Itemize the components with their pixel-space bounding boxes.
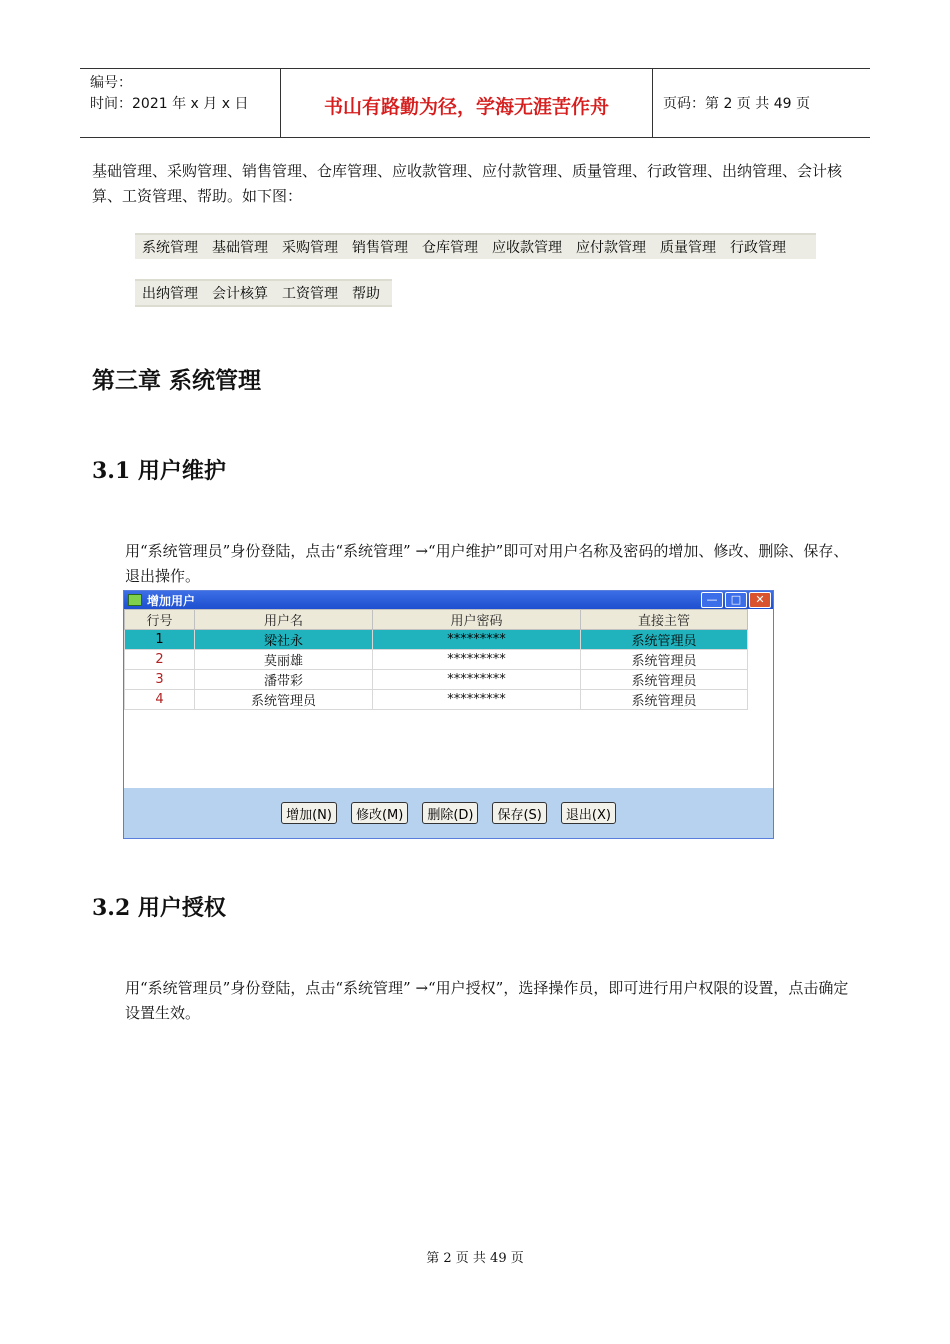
document-header xyxy=(80,68,870,138)
section-3-2-title: 3.2 用户授权 xyxy=(92,895,226,921)
column-header[interactable]: 用户名 xyxy=(195,610,373,630)
menu-item[interactable]: 采购管理 xyxy=(282,240,338,256)
close-icon[interactable]: ✕ xyxy=(749,592,771,608)
menu-item[interactable]: 销售管理 xyxy=(352,240,408,256)
row-number: 2 xyxy=(125,650,195,670)
menu-bar-row-1 xyxy=(135,233,816,259)
section-3-1-title: 3.1 用户维护 xyxy=(92,458,226,484)
section-3-2-text: 用“系统管理员”身份登陆，点击“系统管理” →“用户授权”，选择操作员，即可进行用户权限的设置，点击确定设置生效。 xyxy=(125,979,849,1022)
password-cell[interactable]: ********* xyxy=(373,670,581,690)
column-header[interactable]: 行号 xyxy=(125,610,195,630)
menu-item[interactable]: 行政管理 xyxy=(730,240,786,256)
section-3-1-text: 用“系统管理员”身份登陆，点击“系统管理” →“用户维护”即可对用户名称及密码的增加、修改、删除、保存、退出操作。 xyxy=(125,542,849,585)
add-user-dialog xyxy=(123,590,774,839)
menu-item[interactable]: 工资管理 xyxy=(282,286,338,302)
menu-item[interactable]: 基础管理 xyxy=(212,240,268,256)
menu-item[interactable]: 仓库管理 xyxy=(422,240,478,256)
app-icon xyxy=(128,594,142,606)
password-cell[interactable]: ********* xyxy=(373,690,581,710)
user-name-cell[interactable]: 莫丽雄 xyxy=(195,650,373,670)
delete-button[interactable]: 删除(D) xyxy=(422,802,478,824)
header-page-info: 页码：第 2 页 共 49 页 xyxy=(663,96,810,112)
table-header-row xyxy=(125,610,748,630)
menu-item[interactable]: 出纳管理 xyxy=(142,286,198,302)
menu-item[interactable]: 质量管理 xyxy=(660,240,716,256)
minimize-icon[interactable]: — xyxy=(701,592,723,608)
save-button[interactable]: 保存(S) xyxy=(492,802,546,824)
table-row[interactable] xyxy=(125,690,748,710)
column-header[interactable]: 直接主管 xyxy=(581,610,748,630)
intro-paragraph: 基础管理、采购管理、销售管理、仓库管理、应收款管理、应付款管理、质量管理、行政管理、出纳管理、会计核算、工资管理、帮助。如下图： xyxy=(92,162,843,205)
row-number: 4 xyxy=(125,690,195,710)
menu-item[interactable]: 系统管理 xyxy=(142,240,198,256)
window-controls xyxy=(701,592,771,608)
dialog-title-bar xyxy=(124,591,773,609)
chapter-title: 第三章 系统管理 xyxy=(92,368,262,394)
supervisor-cell[interactable]: 系统管理员 xyxy=(581,670,748,690)
table-row[interactable] xyxy=(125,670,748,690)
maximize-icon[interactable]: □ xyxy=(725,592,747,608)
row-number: 1 xyxy=(125,630,195,650)
page-footer: 第 2 页 共 49 页 xyxy=(426,1251,524,1266)
password-cell[interactable]: ********* xyxy=(373,650,581,670)
number-label: 编号： xyxy=(90,75,132,91)
user-name-cell[interactable]: 潘带彩 xyxy=(195,670,373,690)
menu-bar-row-2 xyxy=(135,279,392,307)
dialog-title: 增加用户 xyxy=(147,593,196,608)
time-label: 时间：2021 年 x 月 x 日 xyxy=(90,96,249,112)
menu-item[interactable]: 应收款管理 xyxy=(492,240,562,256)
user-name-cell[interactable]: 梁社永 xyxy=(195,630,373,650)
modify-button[interactable]: 修改(M) xyxy=(351,802,408,824)
password-cell[interactable]: ********* xyxy=(373,630,581,650)
table-row[interactable] xyxy=(125,630,748,650)
supervisor-cell[interactable]: 系统管理员 xyxy=(581,630,748,650)
menu-item[interactable]: 应付款管理 xyxy=(576,240,646,256)
supervisor-cell[interactable]: 系统管理员 xyxy=(581,690,748,710)
header-meta xyxy=(80,69,281,137)
supervisor-cell[interactable]: 系统管理员 xyxy=(581,650,748,670)
header-motto: 书山有路勤为径，学海无涯苦作舟 xyxy=(281,69,653,137)
menu-item[interactable]: 会计核算 xyxy=(212,286,268,302)
exit-button[interactable]: 退出(X) xyxy=(561,802,616,824)
add-button[interactable]: 增加(N) xyxy=(281,802,337,824)
user-name-cell[interactable]: 系统管理员 xyxy=(195,690,373,710)
dialog-button-bar xyxy=(124,788,773,838)
menu-item[interactable]: 帮助 xyxy=(352,286,380,302)
user-table xyxy=(124,609,748,710)
table-row[interactable] xyxy=(125,650,748,670)
row-number: 3 xyxy=(125,670,195,690)
column-header[interactable]: 用户密码 xyxy=(373,610,581,630)
